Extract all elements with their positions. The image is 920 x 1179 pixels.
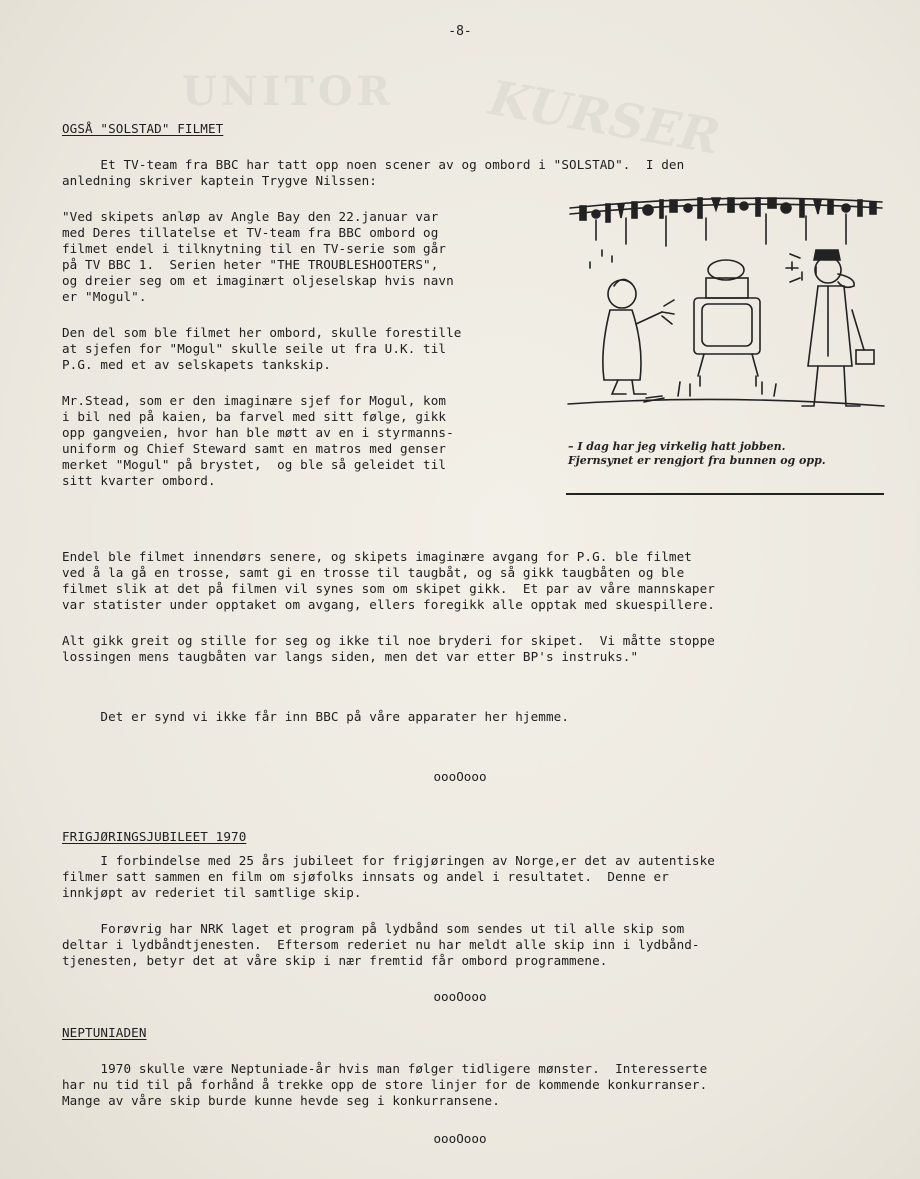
text-line: er "Mogul". — [62, 289, 147, 304]
text-line: i bil ned på kaien, ba farvel med sitt følge, gikk — [62, 409, 447, 424]
text-line: deltar i lydbåndtjenesten. Eftersom rederiet nu har meldt alle skip inn i lydbånd- — [62, 937, 700, 952]
text-line: var statister under opptaket om avgang, ellers foregikk alle opptak med skuespillere. — [62, 597, 715, 612]
text-line: sitt kvarter ombord. — [62, 473, 216, 488]
intro-line: Et TV-team fra BBC har tatt opp noen scener av og ombord i "SOLSTAD". I den — [62, 157, 685, 172]
section-heading-solstad: OGSÅ "SOLSTAD" FILMET — [62, 121, 224, 136]
cartoon-caption-line: – I dag har jeg virkelig hatt jobben. — [568, 440, 786, 453]
text-line: opp gangveien, hvor han ble møtt av en i styrmanns- — [62, 425, 454, 440]
section-separator: oooOooo — [433, 1131, 487, 1146]
text-line: på TV BBC 1. Serien heter "THE TROUBLESHOOTERS", — [62, 257, 439, 272]
text-line: Den del som ble filmet her ombord, skulle forestille — [62, 325, 462, 340]
text-line: Det er synd vi ikke får inn BBC på våre apparater her hjemme. — [62, 709, 570, 724]
section-separator: oooOooo — [433, 989, 487, 1004]
text-line: filmet endel i tilknytning til en TV-serie som går — [62, 241, 447, 256]
text-line: "Ved skipets anløp av Angle Bay den 22.januar var — [62, 209, 439, 224]
section-heading-neptuniaden: NEPTUNIADEN — [62, 1025, 147, 1040]
cartoon-illustration — [566, 190, 886, 435]
text-line: 1970 skulle være Neptuniade-år hvis man følger tidligere mønster. Interesserte — [62, 1061, 708, 1076]
section-separator: oooOooo — [433, 769, 487, 784]
page-number: -8- — [448, 24, 472, 39]
text-line: filmet slik at det på filmen vil synes som om skipet gikk. Et par av våre mannskaper — [62, 581, 715, 596]
text-line: ved å la gå en trosse, samt gi en trosse til taugbåt, og så gikk taugbåten og ble — [62, 565, 685, 580]
text-line: lossingen mens taugbåten var langs siden, men det var etter BP's instruks." — [62, 649, 639, 664]
text-line: P.G. med et av selskapets tankskip. — [62, 357, 331, 372]
text-line: innkjøpt av rederiet til samtlige skip. — [62, 885, 362, 900]
text-line: Mange av våre skip burde kunne hevde seg i konkurransene. — [62, 1093, 500, 1108]
bleed-through-title: KURSER — [484, 70, 724, 166]
text-line: har nu tid til på forhånd å trekke opp de store linjer for de kommende konkurranser. — [62, 1077, 708, 1092]
text-line: tjenesten, betyr det at våre skip i nær fremtid får ombord programmene. — [62, 953, 608, 968]
column-divider-rule — [566, 493, 884, 495]
intro-line: anledning skriver kaptein Trygve Nilssen: — [62, 173, 377, 188]
text-line: med Deres tillatelse et TV-team fra BBC ombord og — [62, 225, 439, 240]
text-line: Endel ble filmet innendørs senere, og skipets imaginære avgang for P.G. ble filmet — [62, 549, 692, 564]
text-line: merket "Mogul" på brystet, og ble så geleidet til — [62, 457, 447, 472]
text-line: I forbindelse med 25 års jubileet for frigjøringen av Norge,er det av autentiske — [62, 853, 715, 868]
text-line: og dreier seg om et imaginært oljeselskap hvis navn — [62, 273, 454, 288]
text-line: filmer satt sammen en film om sjøfolks innsats og andel i resultatet. Denne er — [62, 869, 669, 884]
text-line: Forøvrig har NRK laget et program på lydbånd som sendes ut til alle skip som — [62, 921, 685, 936]
text-line: Mr.Stead, som er den imaginære sjef for Mogul, kom — [62, 393, 447, 408]
bleed-through-logo: UNITOR — [182, 68, 395, 115]
text-line: at sjefen for "Mogul" skulle seile ut fra U.K. til — [62, 341, 447, 356]
cartoon-caption-line: Fjernsynet er rengjort fra bunnen og opp. — [568, 454, 826, 467]
section-heading-frigjoring: FRIGJØRINGSJUBILEET 1970 — [62, 829, 247, 844]
text-line: Alt gikk greit og stille for seg og ikke til noe bryderi for skipet. Vi måtte stoppe — [62, 633, 715, 648]
text-line: uniform og Chief Steward samt en matros med genser — [62, 441, 447, 456]
